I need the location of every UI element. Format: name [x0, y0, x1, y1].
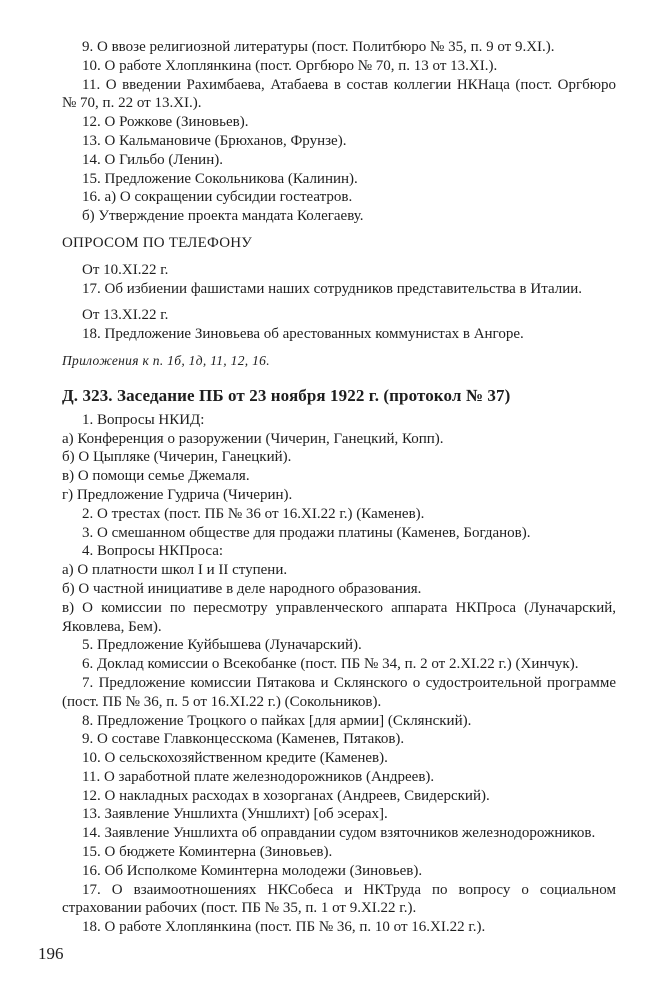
page-number: 196 — [38, 944, 64, 963]
agenda-item: 12. О накладных расходах в хозорганах (Андреев, Свидерский). — [82, 787, 490, 804]
agenda-item: 11. О введении Рахимбаева, Атабаева в состав коллегии НКНаца (пост. Оргбюро № 70, п. 22 от 13.XI.). — [62, 76, 616, 112]
agenda-item: 1. Вопросы НКИД: — [82, 411, 205, 428]
agenda-item: 16. а) О сокращении субсидии гостеатров. — [82, 189, 353, 206]
agenda-item: 8. Предложение Троцкого о пайках [для армии] (Склянский). — [82, 712, 472, 729]
agenda-item: в) О комиссии по пересмотру управленческого аппарата НКПроса (Луначарский, Яковлева, Бем). — [62, 599, 616, 635]
agenda-item: 4. Вопросы НКПроса: — [82, 543, 224, 560]
agenda-item: 15. Предложение Сокольникова (Калинин). — [82, 170, 358, 187]
agenda-item: 12. О Рожкове (Зиновьев). — [82, 114, 249, 131]
phone-poll-label: ОПРОСОМ ПО ТЕЛЕФОНУ — [62, 234, 253, 251]
agenda-item: 5. Предложение Куйбышева (Луначарский). — [82, 637, 362, 654]
agenda-item: 10. О работе Хлоплянкина (пост. Оргбюро № 70, п. 13 от 13.XI.). — [82, 57, 498, 74]
agenda-item: 13. Заявление Уншлихта (Уншлихт) [об эсерах]. — [82, 806, 388, 823]
agenda-item: а) Конференция о разоружении (Чичерин, Ганецкий, Копп). — [62, 430, 444, 447]
agenda-item: 14. Заявление Уншлихта об оправдании судом взяточников железнодорожников. — [82, 825, 596, 842]
agenda-item: 10. О сельскохозяйственном кредите (Каменев). — [82, 750, 388, 767]
agenda-item: 17. О взаимоотношениях НКСобеса и НКТруда по вопросу о социальном страховании рабочих (пост. ПБ № 35, п. 1 от 9.XI.22 г.). — [62, 881, 616, 917]
agenda-list-continued — [62, 38, 616, 937]
section-heading: Д. 323. Заседание ПБ от 23 ноября 1922 г. (протокол № 37) — [62, 385, 511, 405]
agenda-item: б) О Цыпляке (Чичерин, Ганецкий). — [62, 449, 292, 466]
agenda-items-block — [62, 38, 616, 226]
agenda-item: 6. Доклад комиссии о Всекобанке (пост. ПБ № 34, п. 2 от 2.XI.22 г.) (Хинчук). — [82, 656, 579, 673]
agenda-item: 11. О заработной плате железнодорожников (Андреев). — [82, 768, 435, 785]
agenda-item: г) Предложение Гудрича (Чичерин). — [62, 486, 293, 503]
phone-poll-block-1 — [62, 261, 616, 299]
agenda-item: б) О частной инициативе в деле народного образования. — [62, 580, 422, 597]
agenda-item: а) О платности школ I и II ступени. — [62, 562, 288, 579]
agenda-item: 17. Об избиении фашистами наших сотрудников представительства в Италии. — [82, 280, 583, 297]
agenda-item: 7. Предложение комиссии Пятакова и Склянского о судостроительной программе (пост. ПБ № 36, п. 5 от 16.XI.22 г.) (Сокольников). — [62, 674, 616, 710]
appendix-references: Приложения к п. 1б, 1д, 11, 12, 16. — [62, 352, 270, 368]
agenda-item: 14. О Гильбо (Ленин). — [82, 151, 223, 168]
agenda-item: в) О помощи семье Джемаля. — [62, 468, 250, 485]
agenda-item: б) Утверждение проекта мандата Колегаеву. — [82, 208, 364, 225]
phone-poll-block-2 — [62, 306, 616, 344]
agenda-item: 3. О смешанном обществе для продажи платины (Каменев, Богданов). — [82, 524, 531, 541]
agenda-item: От 13.XI.22 г. — [82, 307, 169, 324]
agenda-item: 16. Об Исполкоме Коминтерна молодежи (Зиновьев). — [82, 862, 423, 879]
agenda-item: 9. О ввозе религиозной литературы (пост. Политбюро № 35, п. 9 от 9.XI.). — [82, 39, 555, 55]
agenda-item: 18. О работе Хлоплянкина (пост. ПБ № 36, п. 10 от 16.XI.22 г.). — [82, 919, 486, 936]
agenda-item: 2. О трестах (пост. ПБ № 36 от 16.XI.22 г.) (Каменев). — [82, 505, 425, 522]
meeting-agenda-list — [62, 411, 616, 937]
agenda-item: 13. О Кальмановиче (Брюханов, Фрунзе). — [82, 132, 347, 149]
agenda-item: 18. Предложение Зиновьева об арестованных коммунистах в Ангоре. — [82, 326, 524, 343]
agenda-item: От 10.XI.22 г. — [82, 261, 169, 278]
agenda-item: 15. О бюджете Коминтерна (Зиновьев). — [82, 844, 333, 861]
agenda-item: 9. О составе Главконцесскома (Каменев, Пятаков). — [82, 731, 405, 748]
